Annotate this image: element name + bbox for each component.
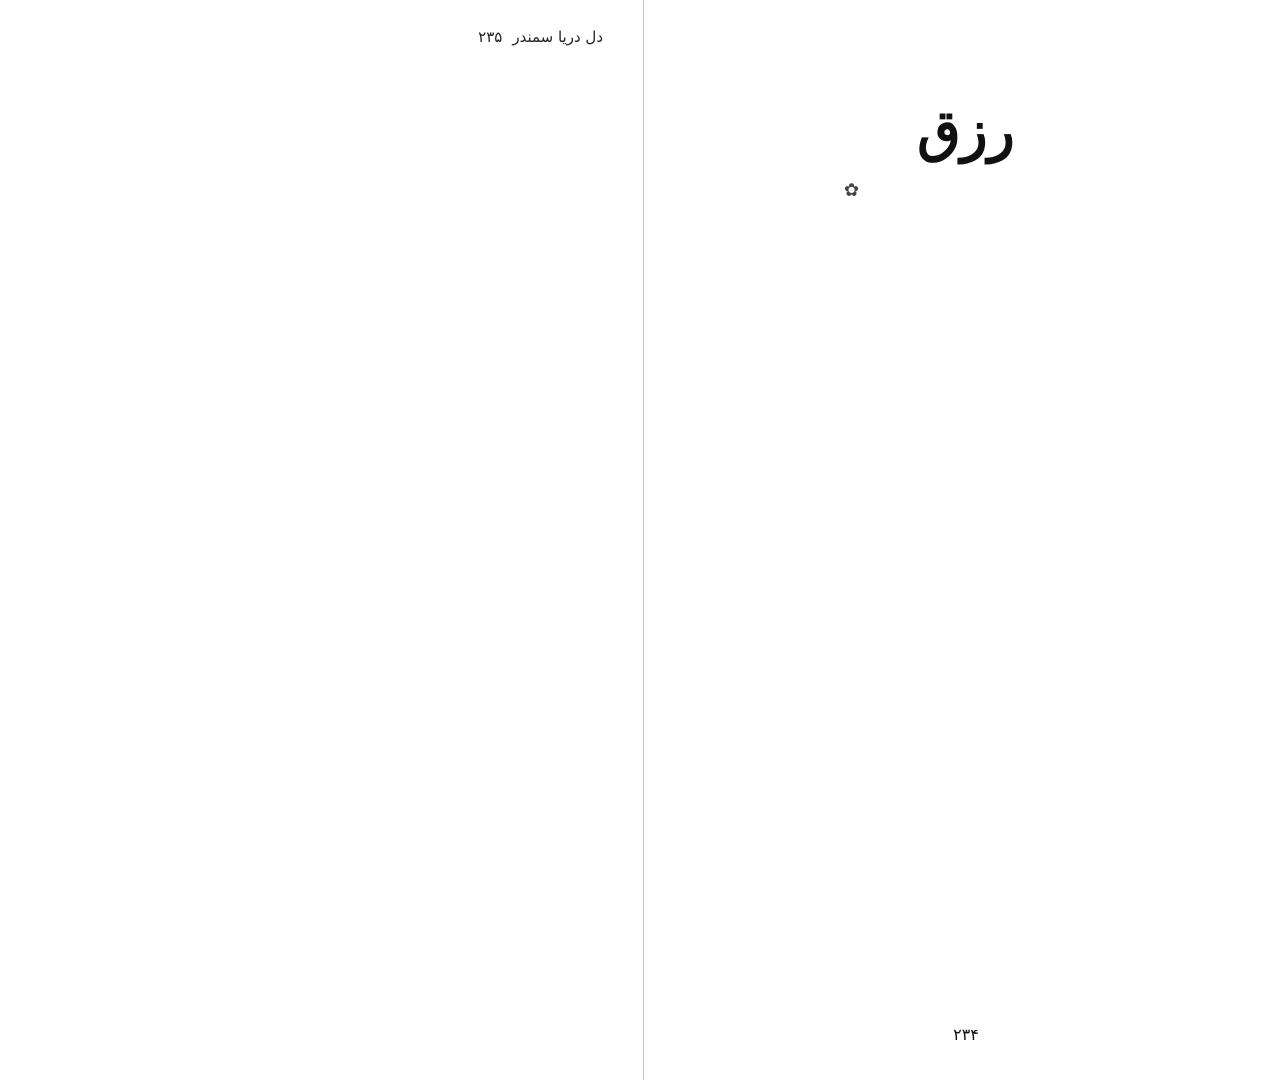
header-page-number: ۲۳۵ bbox=[478, 28, 503, 46]
page-number: ۲۳۴ bbox=[953, 1025, 979, 1044]
chapter-title: رزق bbox=[917, 98, 1015, 164]
book-title: دل دریا سمندر bbox=[512, 28, 603, 46]
running-head bbox=[40, 28, 603, 46]
flower-ornament-icon: ✿ bbox=[844, 180, 860, 201]
page-234 bbox=[644, 0, 1288, 1080]
